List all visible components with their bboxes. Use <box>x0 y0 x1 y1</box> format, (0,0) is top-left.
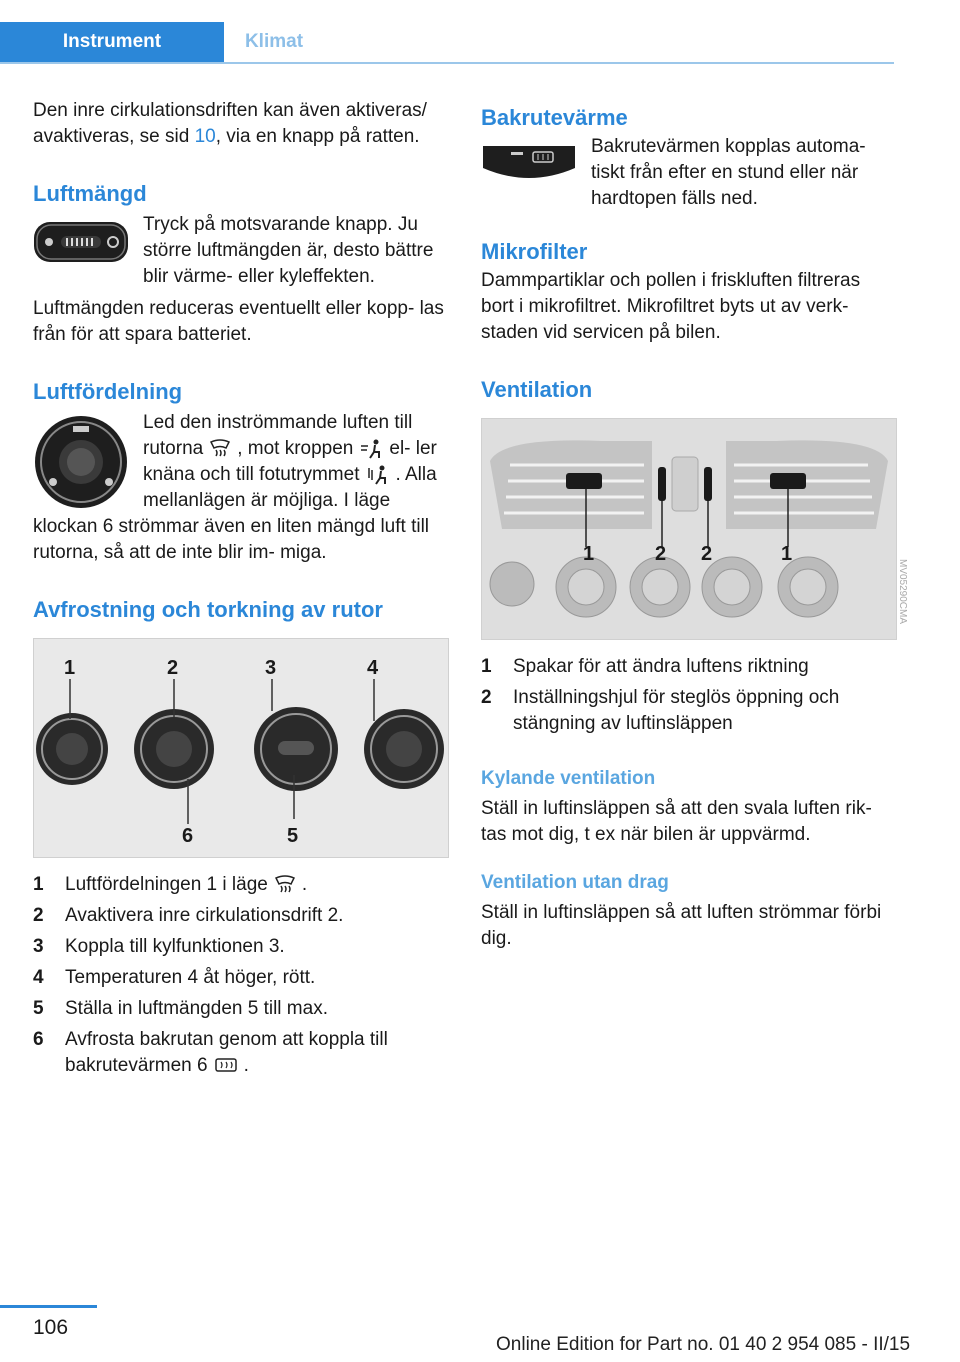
list-item: 4 Temperaturen 4 åt höger, rött. <box>33 967 316 988</box>
bakrute-text: Bakrutevärmen kopplas automa- tiskt från efter en stund eller när hardtopen fälls ned. <box>591 136 866 209</box>
windshield-defrost-icon <box>274 874 296 896</box>
photo-label-5: 5 <box>287 825 299 847</box>
mikrofilter-text: Dammpartiklar och pollen i friskluften filtreras bort i mikrofiltret. Mikrofiltret byts ut av verk- staden vid servicen på bilen. <box>481 270 861 343</box>
vent-label-2b: 2 <box>701 543 713 565</box>
airflow-feet-icon <box>365 464 389 486</box>
luftmangd-text: Tryck på motsvarande knapp. Ju större luftmängden är, desto bättre blir värme- eller kyleffekten. <box>143 214 434 287</box>
photo-label-6: 6 <box>182 825 194 847</box>
bakrute-heading: Bakrutevärme <box>481 105 628 130</box>
page-number: 106 <box>33 1316 69 1339</box>
vent-label-1b: 1 <box>781 543 793 565</box>
vent-label-1a: 1 <box>583 543 595 565</box>
rear-defrost-button-icon <box>481 138 577 190</box>
tab-instrument[interactable]: Instrument <box>0 22 224 62</box>
tab-klimat[interactable]: Klimat <box>244 31 304 52</box>
photo-label-3: 3 <box>265 657 277 679</box>
list-item: 2 Inställningshjul för steglös öppning och stängning av luftinsläppen <box>481 687 840 734</box>
list-item: 1 Spakar för att ändra luftens riktning <box>481 656 809 677</box>
left-column <box>33 98 449 1084</box>
defrost-steps-list <box>33 872 449 1079</box>
rear-window-defrost-icon <box>214 1057 238 1075</box>
page-link[interactable]: 10 <box>194 126 216 147</box>
kylande-heading: Kylande ventilation <box>481 768 656 789</box>
footer-rule <box>0 1305 97 1308</box>
kylande-text: Ställ in luftinsläppen så att den svala luften rik- tas mot dig, t ex när bilen är uppvärmd. <box>481 798 872 845</box>
fan-speed-button-icon <box>33 216 129 268</box>
ventilation-list <box>481 654 896 737</box>
luftmangd-text-2: Luftmängden reduceras eventuellt eller kopp- las från för att spara batteriet. <box>33 298 444 345</box>
utan-drag-text: Ställ in luftinsläppen så att luften strömmar förbi dig. <box>481 902 882 949</box>
luftfordelning-text: Led den inströmmande luften till rutorna , mot kroppen el- ler knäna och till fotutrymmet . Alla mellanlägen är möjliga. I läge klockan 6 strömmar även en liten mängd luft till rutorna, så att de inte blir im- miga. <box>33 412 437 563</box>
ventilation-heading: Ventilation <box>481 377 593 402</box>
chapter-tabs <box>0 22 894 64</box>
photo-code: MV05290CMA <box>897 559 908 625</box>
vent-label-2a: 2 <box>655 543 667 565</box>
photo-label-4: 4 <box>367 657 379 679</box>
utan-drag-heading: Ventilation utan drag <box>481 872 669 893</box>
list-item: 5 Ställa in luftmängden 5 till max. <box>33 998 328 1019</box>
climate-control-photo <box>33 638 449 858</box>
list-item: 6 Avfrosta bakrutan genom att koppla till bakrutevärmen 6 . <box>33 1029 388 1076</box>
list-item: 3 Koppla till kylfunktionen 3. <box>33 936 285 957</box>
edition-text: Online Edition for Part no. 01 40 2 954 085 - II/15 <box>496 1334 911 1355</box>
list-item: 1 Luftfördelningen 1 i läge . <box>33 874 308 895</box>
luftmangd-heading: Luftmängd <box>33 181 147 206</box>
luftfordelning-heading: Luftfördelning <box>33 379 183 404</box>
air-vents-illustration <box>482 419 896 639</box>
mikrofilter-heading: Mikrofilter <box>481 239 588 264</box>
air-distribution-knob-icon <box>33 414 129 510</box>
climate-knobs-illustration <box>34 639 448 857</box>
intro-paragraph: Den inre cirkulationsdriften kan även aktiveras/ avaktiveras, se sid 10, via en knapp på ratten. <box>33 100 427 147</box>
windshield-defrost-icon <box>209 438 231 460</box>
list-item: 2 Avaktivera inre cirkulationsdrift 2. <box>33 905 344 926</box>
photo-label-1: 1 <box>64 657 76 679</box>
right-column <box>481 104 908 952</box>
avfrostning-heading: Avfrostning och torkning av rutor <box>33 597 383 622</box>
photo-label-2: 2 <box>167 657 179 679</box>
airflow-body-icon <box>359 438 383 460</box>
ventilation-photo <box>481 418 908 640</box>
